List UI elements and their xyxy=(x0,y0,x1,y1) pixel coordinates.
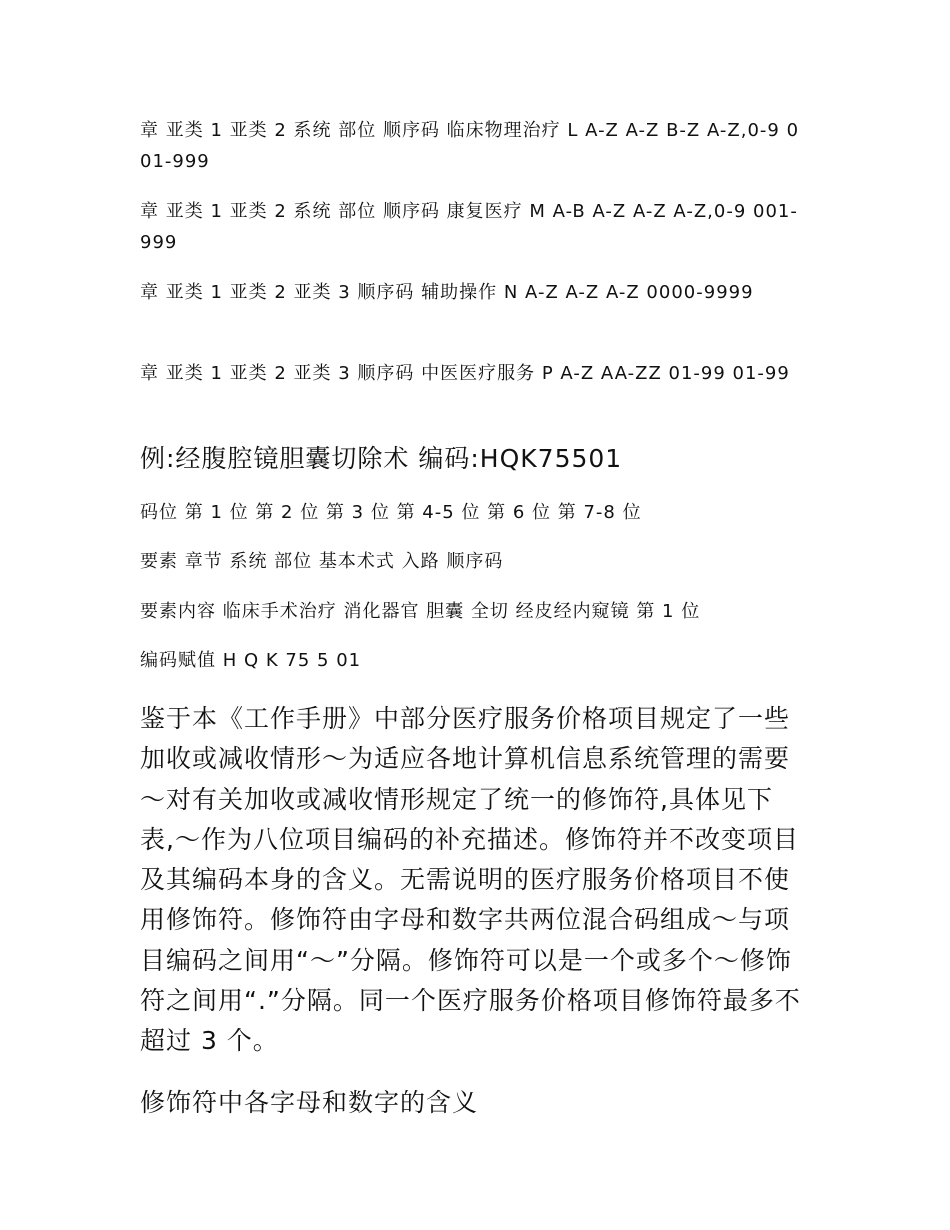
example-heading: 例:经腹腔镜胆囊切除术 编码:HQK75501 xyxy=(140,444,623,473)
code-rule-line-1: 章 亚类 1 亚类 2 系统 部位 顺序码 临床物理治疗 L A-Z A-Z B-Z A-Z,0-9 001-999 xyxy=(140,120,800,172)
section-heading: 修饰符中各字母和数字的含义 xyxy=(140,1088,479,1117)
example-row-elements: 要素 章节 系统 部位 基本术式 入路 顺序码 xyxy=(140,551,504,572)
example-row-values: 编码赋值 H Q K 75 5 01 xyxy=(140,650,362,671)
example-row-positions: 码位 第 1 位 第 2 位 第 3 位 第 4-5 位 第 6 位 第 7-8 位 xyxy=(140,502,642,523)
code-rule-line-2: 章 亚类 1 亚类 2 系统 部位 顺序码 康复医疗 M A-B A-Z A-Z A-Z,0-9 001-999 xyxy=(140,201,798,253)
example-row-content: 要素内容 临床手术治疗 消化器官 胆囊 全切 经皮经内窥镜 第 1 位 xyxy=(140,601,701,622)
modifier-paragraph: 鉴于本《工作手册》中部分医疗服务价格项目规定了一些加收或减收情形～为适应各地计算机信息系统管理的需要～对有关加收或减收情形规定了统一的修饰符,具体见下表,～作为八位项目编码的补充描述。修饰符并不改变项目及其编码本身的含义。无需说明的医疗服务价格项目不使用修饰符。修饰符由字母和数字共两位混合码组成～与项目编码之间用“～”分隔。修饰符可以是一个或多个～修饰符之间用“.”分隔。同一个医疗服务价格项目修饰符最多不超过 3 个。 xyxy=(140,704,801,1056)
code-rule-line-4: 章 亚类 1 亚类 2 亚类 3 顺序码 中医医疗服务 P A-Z AA-ZZ 01-99 01-99 xyxy=(140,363,790,384)
code-rule-line-3: 章 亚类 1 亚类 2 亚类 3 顺序码 辅助操作 N A-Z A-Z A-Z 0000-9999 xyxy=(140,282,754,303)
